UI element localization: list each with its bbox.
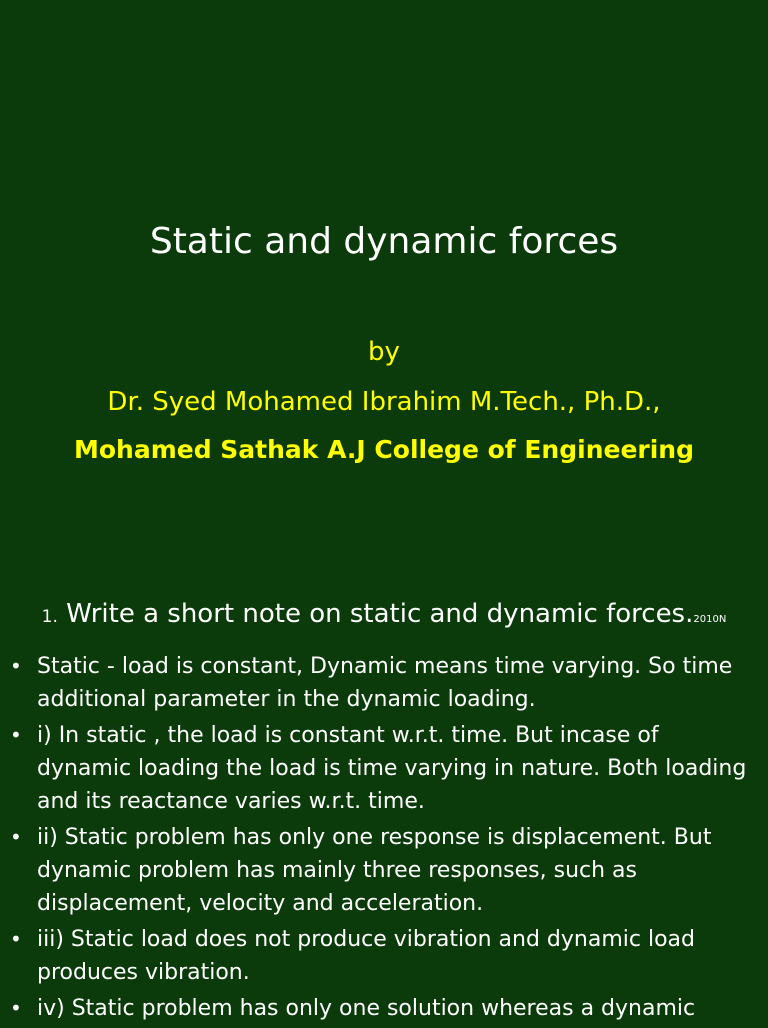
college-name: Mohamed Sathak A.J College of Engineering [73, 435, 695, 464]
question-text: Write a short note on static and dynamic forces. [66, 599, 694, 629]
bullet-text: iv) Static problem has only one solution whereas a dynamic [37, 996, 696, 1021]
bullet-item [0, 992, 768, 1025]
bullet-text: i) In static , the load is constant w.r.t. time. But incase of dynamic loading the load is time varying in nature. Both loading and its reactance varies w.r.t. time. [37, 723, 747, 814]
answer-bullet-list [0, 650, 768, 1028]
bullet-item [0, 821, 768, 920]
bullet-item [0, 650, 768, 716]
bullet-item [0, 923, 768, 989]
question-number: 1. [41, 607, 58, 627]
bullet-marker: • [10, 654, 22, 678]
question-tag: 2010N [693, 614, 727, 625]
author-name: Dr. Syed Mohamed Ibrahim M.Tech., Ph.D., [107, 387, 661, 417]
bullet-text: Static - load is constant, Dynamic means time varying. So time additional parameter in the dynamic loading. [37, 654, 733, 712]
question-heading [0, 596, 768, 638]
slide-title: Static and dynamic forces [149, 221, 619, 262]
bullet-text: ii) Static problem has only one response is displacement. But dynamic problem has mainly three responses, such as displacement, velocity and acceleration. [37, 825, 712, 916]
bullet-marker: • [10, 723, 22, 747]
bullet-marker: • [10, 996, 22, 1020]
bullet-text: iii) Static load does not produce vibration and dynamic load produces vibration. [37, 927, 695, 985]
byline: by [368, 337, 400, 367]
bullet-marker: • [10, 927, 22, 951]
bullet-item [0, 719, 768, 818]
bullet-marker: • [10, 825, 22, 849]
